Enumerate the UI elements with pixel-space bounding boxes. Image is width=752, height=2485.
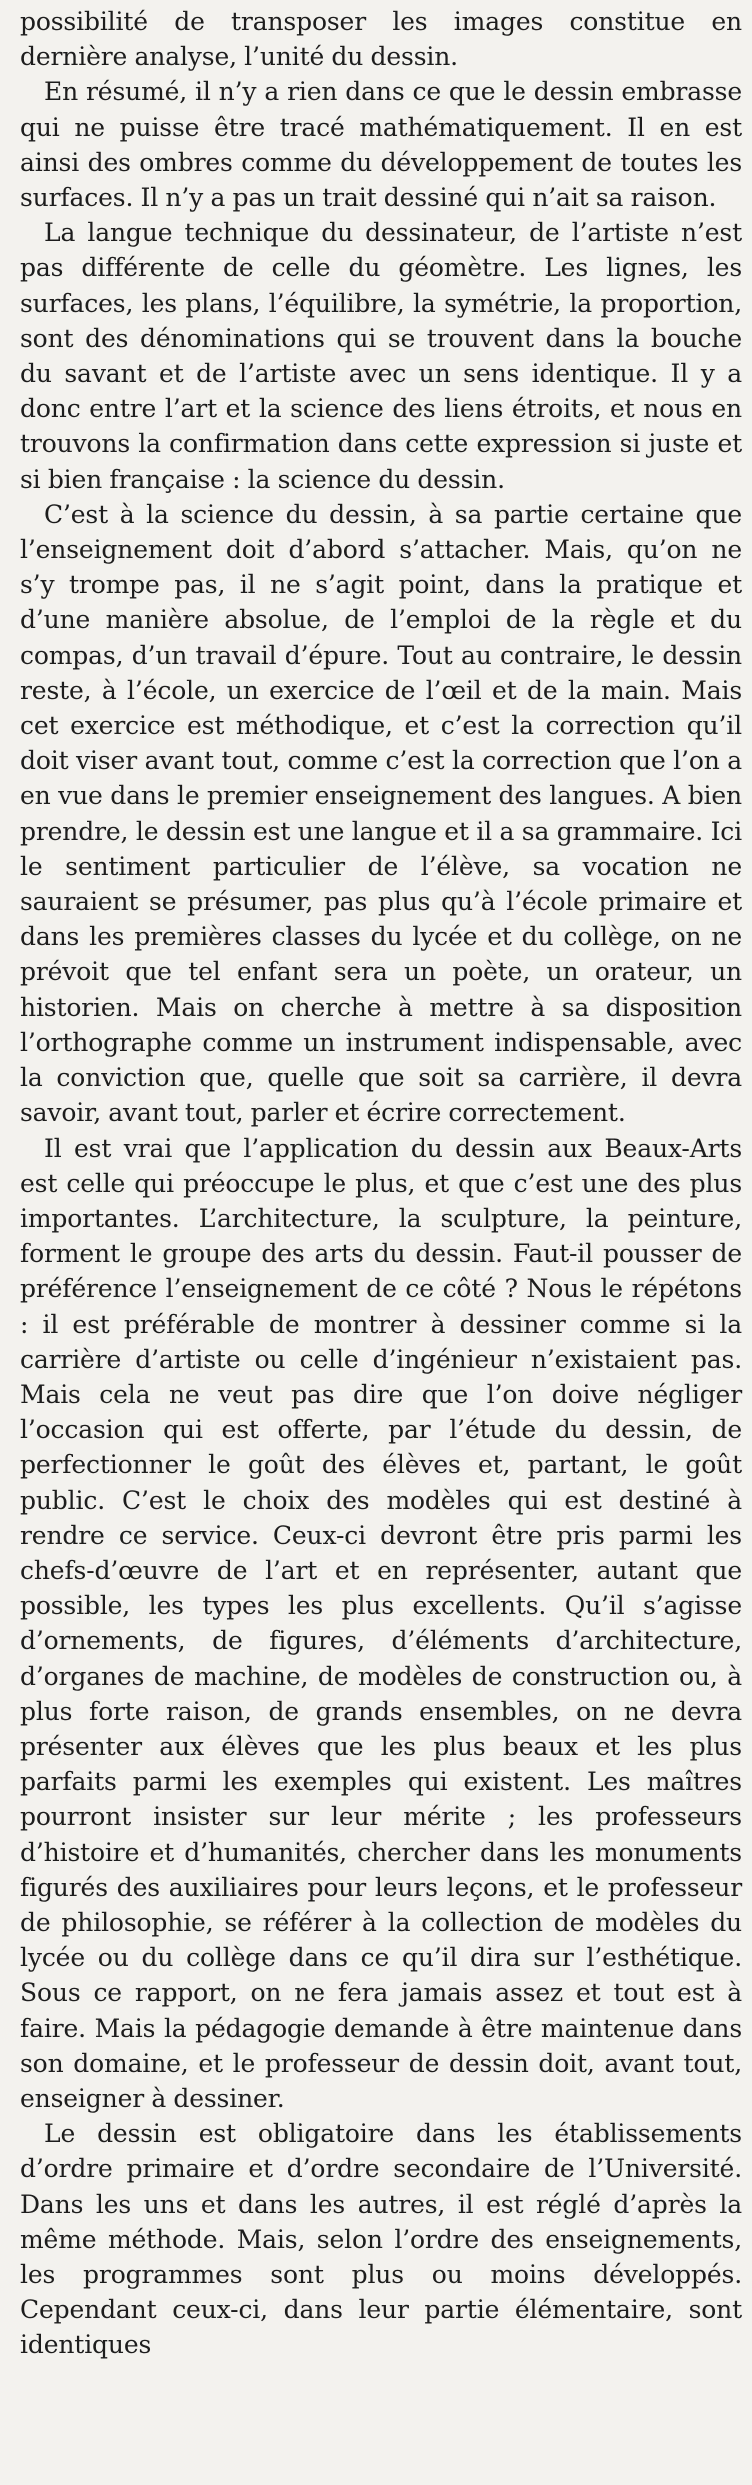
paragraph: Il est vrai que l’application du dessin aux Beaux-Arts est celle qui préoccupe le plus, et que c’est une des plus importantes. L’architecture, la sculpture, la peinture, forment le groupe des arts du dessin. Faut-il pousser de préférence l’enseignement de ce côté ? Nous le répétons : il est préférable de montrer à dessiner comme si la carrière d’artiste ou celle d’ingénieur n’existaient pas. Mais cela ne veut pas dire que l’on doive négliger l’occasion qui est offerte, par l’étude du dessin, de perfectionner le goût des élèves et, partant, le goût public. C’est le choix des modèles qui est destiné à rendre ce service. Ceux-ci devront être pris parmi les chefs-d’œuvre de l’art et en représenter, autant que possible, les types les plus excellents. Qu’il s’agisse d’ornements, de figures, d’éléments d’architecture, d’organes de machine, de modèles de construction ou, à plus forte raison, de grands ensembles, on ne devra présenter aux élèves que les plus beaux et les plus parfaits parmi les exemples qui existent. Les maîtres pourront insister sur leur mérite ; les professeurs d’histoire et d’humanités, chercher dans les monuments figurés des auxiliaires pour leurs leçons, et le professeur de philosophie, se référer à la collection de modèles du lycée ou du collège dans ce qu’il dira sur l’esthétique. Sous ce rapport, on ne fera jamais assez et tout est à faire. Mais la pédagogie demande à être maintenue dans son domaine, et le professeur de dessin doit, avant tout, enseigner à dessiner. — [20, 1133, 742, 2113]
paragraph: La langue technique du dessinateur, de l’artiste n’est pas différente de celle du géomètre. Les lignes, les surfaces, les plans, l’équilibre, la symétrie, la proportion, sont des dénominations qui se trouvent dans la bouche du savant et de l’artiste avec un sens identique. Il y a donc entre l’art et la science des liens étroits, et nous en trouvons la confirmation dans cette expression si juste et si bien française : la science du dessin. — [20, 218, 742, 494]
paragraph: En résumé, il n’y a rien dans ce que le dessin embrasse qui ne puisse être tracé mathématiquement. Il en est ainsi des ombres comme du développement de toutes les surfaces. Il n’y a pas un trait dessiné qui n’ait sa raison. — [20, 77, 742, 213]
paragraph: Le dessin est obligatoire dans les établissements d’ordre primaire et d’ordre secondaire de l’Université. Dans les uns et dans les autres, il est réglé d’après la même méthode. Mais, selon l’ordre des enseignements, les programmes sont plus ou moins développés. Cependant ceux-ci, dans leur partie élémentaire, sont identiques — [20, 2119, 742, 2360]
paragraph: C’est à la science du dessin, à sa partie certaine que l’enseignement doit d’abord s’attacher. Mais, qu’on ne s’y trompe pas, il ne s’agit point, dans la pratique et d’une manière absolue, de l’emploi de la règle et du compas, d’un travail d’épure. Tout au contraire, le dessin reste, à l’école, un exercice de l’œil et de la main. Mais cet exercice est méthodique, et c’est la correction qu’il doit viser avant tout, comme c’est la correction que l’on a en vue dans le premier enseignement des langues. A bien prendre, le dessin est une langue et il a sa grammaire. Ici le sentiment particulier de l’élève, sa vocation ne sauraient se présumer, pas plus qu’à l’école primaire et dans les premières classes du lycée et du collège, on ne prévoit que tel enfant sera un poète, un orateur, un historien. Mais on cherche à mettre à sa disposition l’orthographe comme un instrument indispensable, avec la conviction que, quelle que soit sa carrière, il devra savoir, avant tout, parler et écrire correctement. — [20, 499, 742, 1128]
paragraph: possibilité de transposer les images constitue en dernière analyse, l’unité du dessin. — [20, 7, 742, 72]
text-column — [20, 4, 742, 2363]
